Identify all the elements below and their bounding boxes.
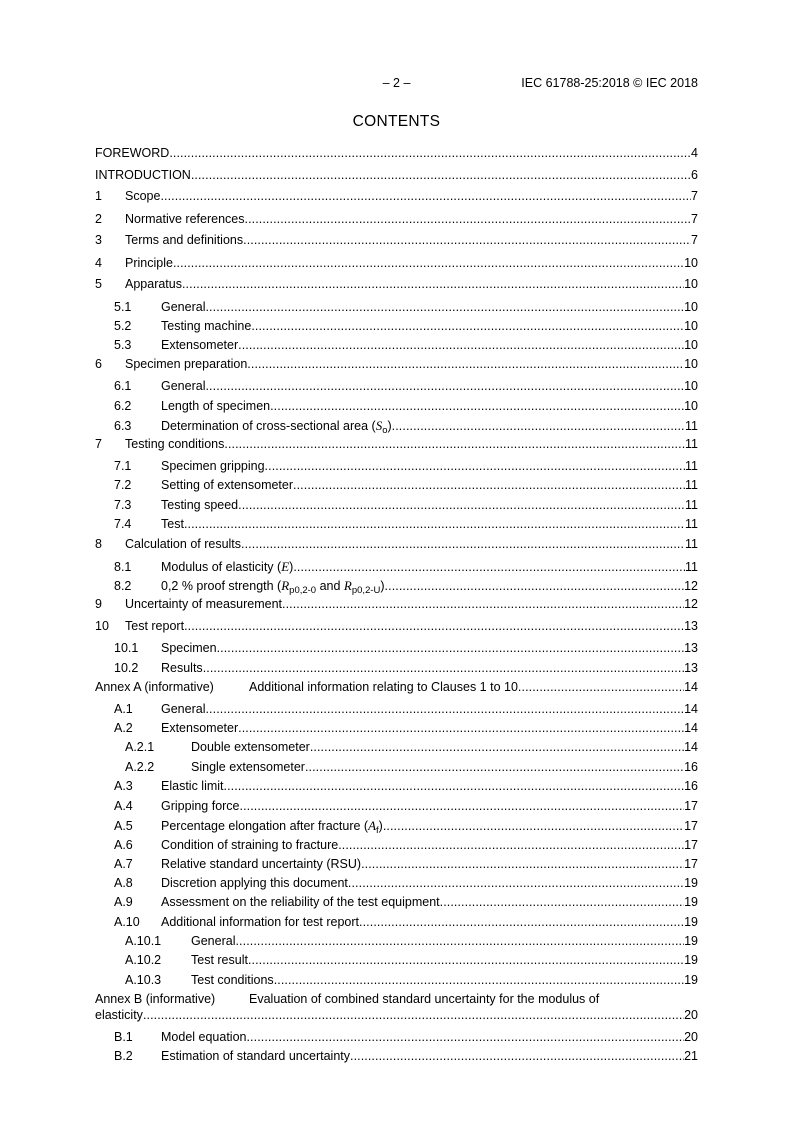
toc-entry-a-2-1[interactable]: A.2.1 Double extensometer ..... 14 bbox=[95, 739, 698, 756]
toc-entry-a-8[interactable]: A.8 Discretion applying this document ..... 19 bbox=[95, 875, 698, 892]
toc-entry-a-10-3[interactable]: A.10.3 Test conditions ..... 19 bbox=[95, 972, 698, 989]
toc-entry-a-10[interactable]: A.10 Additional information for test report ..... 19 bbox=[95, 914, 698, 931]
toc-entry-introduction[interactable]: INTRODUCTION ..... 6 bbox=[95, 167, 698, 184]
toc-entry-annex-b[interactable]: elasticity ..... 20 bbox=[95, 1007, 698, 1024]
toc-entry-a-5[interactable]: A.5 Percentage elongation after fracture $(A_f)$ ..... 17 bbox=[95, 817, 698, 834]
toc-entry-10-2[interactable]: 10.2 Results ..... 13 bbox=[95, 660, 698, 677]
toc-entry-8[interactable]: 8 Calculation of results ..... 11 bbox=[95, 536, 698, 553]
toc-entry-7[interactable]: 7 Testing conditions ..... 11 bbox=[95, 436, 698, 453]
toc-entry-a-9[interactable]: A.9 Assessment on the reliability of the test equipment ..... 19 bbox=[95, 894, 698, 911]
toc-entry-4[interactable]: 4 Principle ..... 10 bbox=[95, 255, 698, 272]
toc-entry-a-6[interactable]: A.6 Condition of straining to fracture ..... 17 bbox=[95, 837, 698, 854]
toc-entry-7-3[interactable]: 7.3 Testing speed ..... 11 bbox=[95, 497, 698, 514]
toc-entry-a-7[interactable]: A.7 Relative standard uncertainty (RSU) ..... 17 bbox=[95, 856, 698, 873]
toc-entry-a-4[interactable]: A.4 Gripping force ..... 17 bbox=[95, 798, 698, 815]
toc-entry-a-2[interactable]: A.2 Extensometer ..... 14 bbox=[95, 720, 698, 737]
toc-entry-8-2[interactable]: 8.2 0,2 % proof strength ($R_{p0,2-0}$ and $R_{p0,2-U}$) ..... 12 bbox=[95, 577, 698, 594]
toc-entry-a-3[interactable]: A.3 Elastic limit ..... 16 bbox=[95, 778, 698, 795]
toc-entry-a-1[interactable]: A.1 General ..... 14 bbox=[95, 701, 698, 718]
toc-entry-a-10-1[interactable]: A.10.1 General ..... 19 bbox=[95, 933, 698, 950]
toc-entry-a-10-2[interactable]: A.10.2 Test result ..... 19 bbox=[95, 952, 698, 969]
toc-entry-5[interactable]: 5 Apparatus ..... 10 bbox=[95, 276, 698, 293]
toc-entry-1[interactable]: 1 Scope ..... 7 bbox=[95, 188, 698, 205]
toc-entry-10[interactable]: 10 Test report ..... 13 bbox=[95, 618, 698, 635]
page-title: CONTENTS bbox=[352, 113, 441, 130]
toc-entry-foreword[interactable]: FOREWORD ..... 4 bbox=[95, 145, 698, 162]
toc-entry-b-1[interactable]: B.1 Model equation ..... 20 bbox=[95, 1029, 698, 1046]
toc-entry-5-1[interactable]: 5.1 General ..... 10 bbox=[95, 299, 698, 316]
toc-entry-6[interactable]: 6 Specimen preparation ..... 10 bbox=[95, 356, 698, 373]
toc-entry-9[interactable]: 9 Uncertainty of measurement ..... 12 bbox=[95, 596, 698, 613]
toc-entry-6-1[interactable]: 6.1 General ..... 10 bbox=[95, 378, 698, 395]
toc-entry-8-1[interactable]: 8.1 Modulus of elasticity (E) ..... 11 bbox=[95, 558, 698, 575]
toc-entry-3[interactable]: 3 Terms and definitions ..... 7 bbox=[95, 232, 698, 249]
toc-entry-2[interactable]: 2 Normative references ..... 7 bbox=[95, 211, 698, 228]
page-number: – 2 – bbox=[382, 76, 411, 90]
toc-entry-10-1[interactable]: 10.1 Specimen ..... 13 bbox=[95, 640, 698, 657]
toc-entry-7-1[interactable]: 7.1 Specimen gripping ..... 11 bbox=[95, 458, 698, 475]
toc-entry-6-2[interactable]: 6.2 Length of specimen ..... 10 bbox=[95, 398, 698, 415]
toc-entry-5-2[interactable]: 5.2 Testing machine ..... 10 bbox=[95, 318, 698, 335]
toc-entry-6-3[interactable]: 6.3 Determination of cross-sectional area $(S_o)$ ..... 11 bbox=[95, 417, 698, 434]
toc-entry-7-2[interactable]: 7.2 Setting of extensometer ..... 11 bbox=[95, 477, 698, 494]
toc-entry-b-2[interactable]: B.2 Estimation of standard uncertainty ..... 21 bbox=[95, 1048, 698, 1065]
document-reference: IEC 61788-25:2018 © IEC 2018 bbox=[521, 76, 698, 90]
toc-entry-annex-b-line1[interactable]: Annex B (informative) Evaluation of combined standard uncertainty for the modulus of bbox=[95, 992, 600, 1006]
toc-entry-a-2-2[interactable]: A.2.2 Single extensometer ..... 16 bbox=[95, 759, 698, 776]
toc-entry-5-3[interactable]: 5.3 Extensometer ..... 10 bbox=[95, 337, 698, 354]
toc-entry-7-4[interactable]: 7.4 Test ..... 11 bbox=[95, 516, 698, 533]
toc-entry-annex-a[interactable]: Annex A (informative) Additional information relating to Clauses 1 to 10 ..... 14 bbox=[95, 679, 698, 696]
